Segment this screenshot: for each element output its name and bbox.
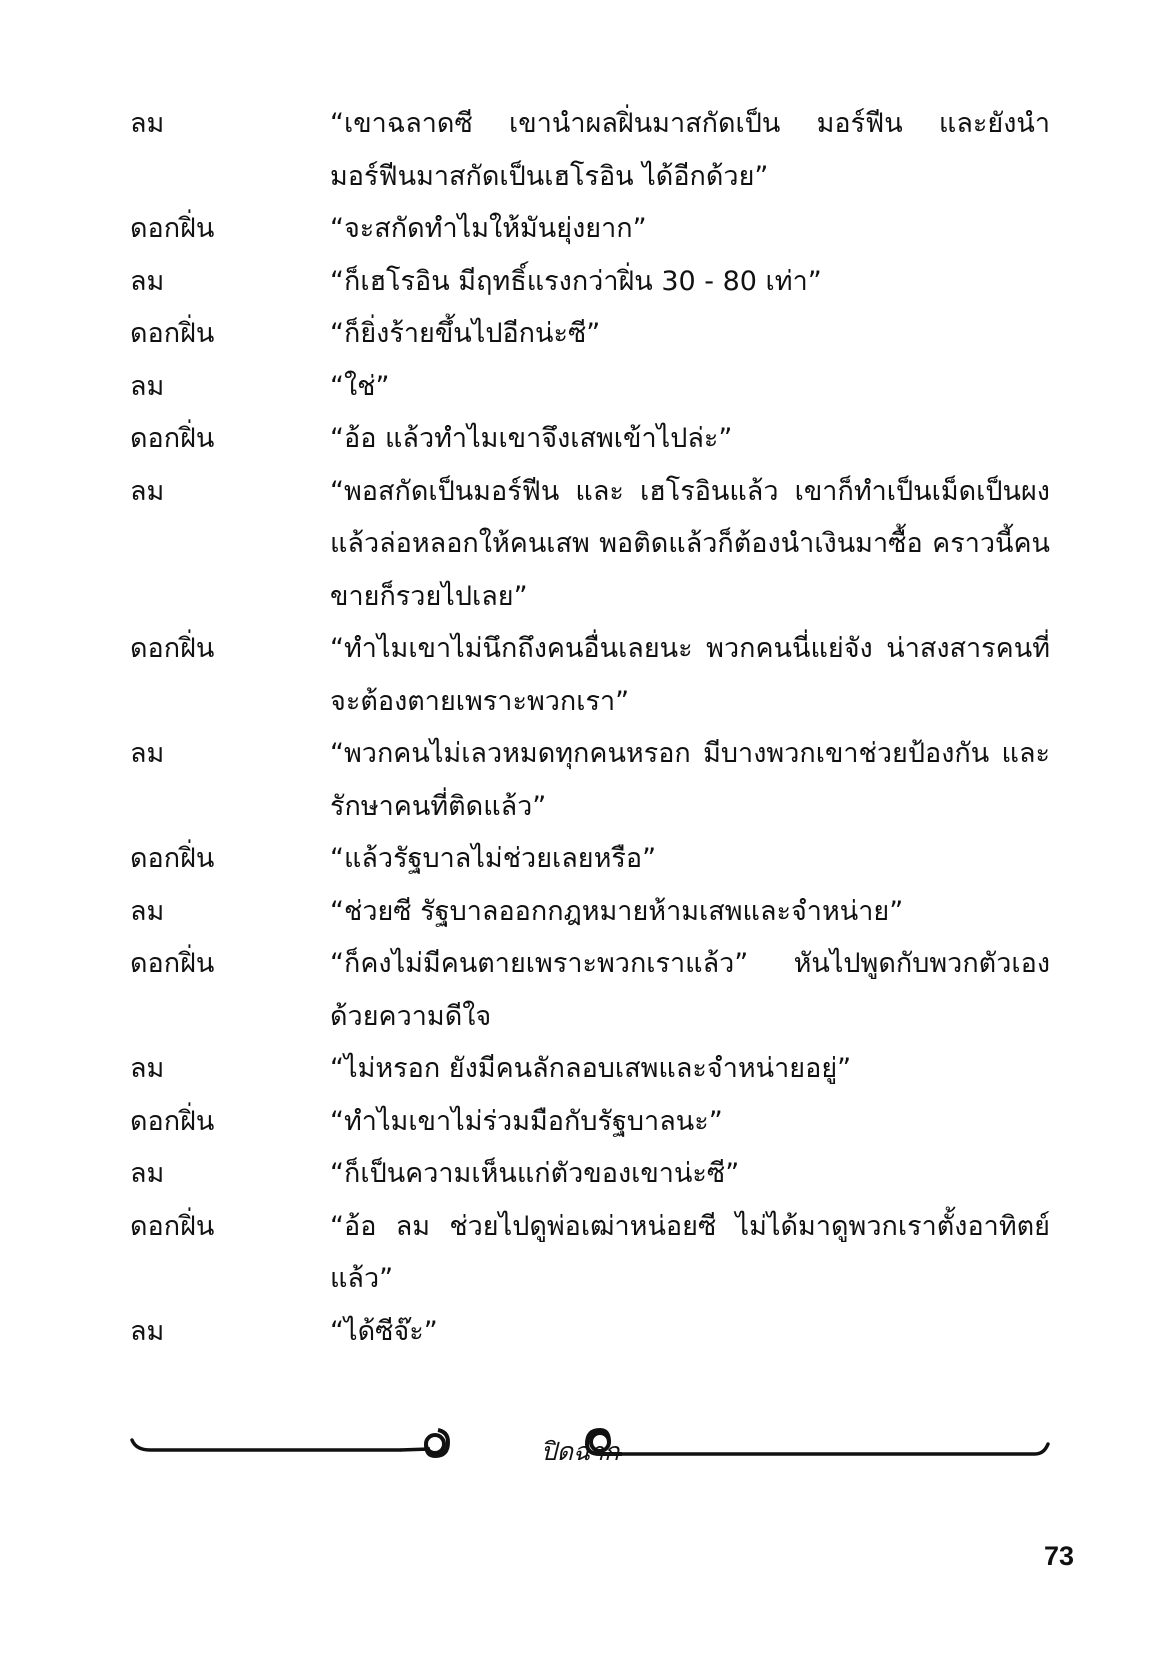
speaker-name: ลม [130, 265, 165, 297]
speaker-name: ดอกฝิ่น [130, 318, 215, 349]
dialogue-row [130, 256, 1050, 309]
speaker-name: ดอกฝิ่น [130, 633, 215, 664]
dialogue-row [130, 1043, 1050, 1096]
dialogue-row [130, 361, 1050, 414]
dialogue-line: “พอสกัดเป็นมอร์ฟีน และ เฮโรอินแล้ว เขาก็ทำเป็นเม็ดเป็นผงแล้วล่อหลอกให้คนเสพ พอติดแล้วก็ต้องนำเงินมาซื้อ คราวนี้คนขายก็รวยไปเลย” [330, 475, 1050, 612]
dialogue-row [130, 203, 1050, 256]
dialogue-row [130, 1201, 1050, 1306]
page-number: 73 [1043, 1541, 1074, 1571]
dialogue-row [130, 413, 1050, 466]
speaker-name: ลม [130, 738, 165, 769]
dialogue-line: “ก็เฮโรอิน มีฤทธิ์แรงกว่าฝิ่น 30 - 80 เท่า” [330, 265, 822, 297]
dialogue-line: “ได้ซีจ๊ะ” [330, 1315, 438, 1347]
dialogue-row [130, 1148, 1050, 1201]
dialogue-row [130, 728, 1050, 833]
speaker-name: ลม [130, 370, 165, 402]
dialogue-line: “อ้อ แล้วทำไมเขาจึงเสพเข้าไปล่ะ” [330, 423, 733, 454]
dialogue-line: “พวกคนไม่เลวหมดทุกคนหรอก มีบางพวกเขาช่วยป้องกัน และรักษาคนที่ติดแล้ว” [330, 738, 1050, 822]
speaker-name: ดอกฝิ่น [130, 213, 215, 244]
dialogue-row [130, 623, 1050, 728]
dialogue-line: “อ้อ ลม ช่วยไปดูพ่อเฒ่าหน่อยซี ไม่ได้มาดูพวกเราตั้งอาทิตย์แล้ว” [330, 1210, 1050, 1294]
dialogue-line: “ก็ยิ่งร้ายขึ้นไปอีกน่ะซี” [330, 318, 601, 349]
speaker-name: ดอกฝิ่น [130, 1105, 215, 1137]
scene-close-divider [130, 1416, 1050, 1476]
dialogue-row [130, 466, 1050, 624]
speaker-name: ดอกฝิ่น [130, 423, 215, 454]
dialogue-line: “ทำไมเขาไม่นึกถึงคนอื่นเลยนะ พวกคนนี่แย่จัง น่าสงสารคนที่จะต้องตายเพราะพวกเรา” [330, 633, 1050, 717]
dialogue-row [130, 938, 1050, 1043]
speaker-name: ลม [130, 475, 165, 507]
dialogue-line: “ช่วยซี รัฐบาลออกกฎหมายห้ามเสพและจำหน่าย” [330, 895, 904, 927]
speaker-name: ลม [130, 1158, 165, 1189]
dialogue-row [130, 308, 1050, 361]
dialogue-line: “จะสกัดทำไมให้มันยุ่งยาก” [330, 213, 647, 244]
speaker-name: ดอกฝิ่น [130, 843, 215, 874]
dialogue-row [130, 1306, 1050, 1359]
left-rule-line [132, 1440, 400, 1450]
speaker-name: ลม [130, 895, 165, 927]
speaker-name: ดอกฝิ่น [130, 1210, 215, 1242]
speaker-name: ลม [130, 1053, 165, 1084]
dialogue-line: “ก็เป็นความเห็นแก่ตัวของเขาน่ะซี” [330, 1158, 740, 1189]
speaker-name: ลม [130, 1315, 165, 1347]
dialogue-row [130, 98, 1050, 203]
speaker-name: ดอกฝิ่น [130, 948, 215, 979]
swirl-left-icon [400, 1430, 448, 1456]
speaker-name: ลม [130, 108, 165, 139]
dialogue-line: “ใช่” [330, 370, 390, 402]
dialogue-line: “เขาฉลาดซี เขานำผลฝิ่นมาสกัดเป็น มอร์ฟีน และยังนำมอร์ฟีนมาสกัดเป็นเฮโรอิน ได้อีกด้วย” [330, 108, 1050, 192]
dialogue-line: “แล้วรัฐบาลไม่ช่วยเลยหรือ” [330, 843, 657, 874]
scene-close-label: ปิดฉาก [540, 1437, 620, 1466]
dialogue-line: “ไม่หรอก ยังมีคนลักลอบเสพและจำหน่ายอยู่” [330, 1053, 852, 1084]
dialogue-script [130, 98, 1050, 1358]
dialogue-row [130, 833, 1050, 886]
dialogue-line: “ก็คงไม่มีคนตายเพราะพวกเราแล้ว” หันไปพูดกับพวกตัวเองด้วยความดีใจ [330, 948, 1050, 1032]
dialogue-row [130, 886, 1050, 939]
dialogue-row [130, 1096, 1050, 1149]
dialogue-line: “ทำไมเขาไม่ร่วมมือกับรัฐบาลนะ” [330, 1105, 723, 1137]
right-rule-line [622, 1444, 1048, 1454]
